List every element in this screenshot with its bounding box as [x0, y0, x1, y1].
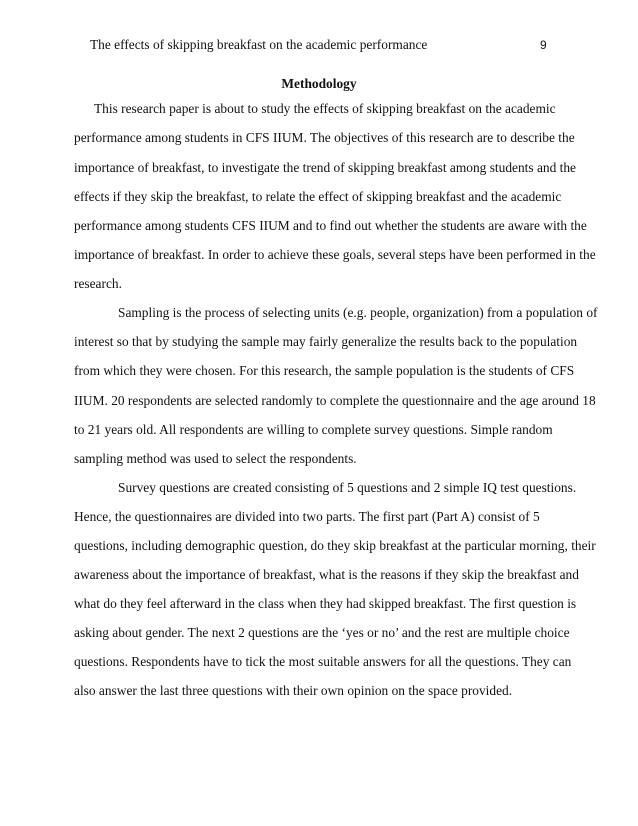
text-line: also answer the last three questions with their own opinion on the space provided. — [74, 683, 513, 698]
text-line: importance of breakfast, to investigate the trend of skipping breakfast among students and the — [74, 160, 577, 175]
text-line: performance among students CFS IIUM and to find out whether the students are aware with the — [74, 218, 587, 233]
text-line: sampling method was used to select the respondents. — [74, 451, 357, 466]
text-line: effects if they skip the breakfast, to relate the effect of skipping breakfast and the academic — [74, 189, 562, 204]
text-line: performance among students in CFS IIUM. The objectives of this research are to describe the — [74, 130, 575, 145]
text-line: IIUM. 20 respondents are selected randomly to complete the questionnaire and the age around 18 — [74, 393, 596, 408]
text-line: research. — [74, 276, 122, 291]
text-line: what do they feel afterward in the class when they had skipped breakfast. The first question is — [74, 596, 577, 611]
text-line: This research paper is about to study the effects of skipping breakfast on the academic — [94, 101, 556, 116]
text-line: Sampling is the process of selecting units (e.g. people, organization) from a population of — [118, 305, 598, 320]
text-line: awareness about the importance of breakfast, what is the reasons if they skip the breakfast and — [74, 567, 579, 582]
running-head: The effects of skipping breakfast on the academic performance — [90, 37, 428, 52]
text-line: questions, including demographic question, do they skip breakfast at the particular morning, their — [74, 538, 596, 553]
text-line: to 21 years old. All respondents are willing to complete survey questions. Simple random — [74, 422, 553, 437]
text-line: Survey questions are created consisting of 5 questions and 2 simple IQ test questions. — [118, 480, 577, 495]
text-line: from which they were chosen. For this research, the sample population is the students of CFS — [74, 363, 575, 378]
text-line: asking about gender. The next 2 questions are the ‘yes or no’ and the rest are multiple choice — [74, 625, 570, 640]
page-number: 9 — [540, 38, 547, 52]
text-line: importance of breakfast. In order to achieve these goals, several steps have been performed in the — [74, 247, 596, 262]
text-line: Hence, the questionnaires are divided into two parts. The first part (Part A) consist of 5 — [74, 509, 540, 524]
text-line: questions. Respondents have to tick the most suitable answers for all the questions. They can — [74, 654, 572, 669]
text-line: interest so that by studying the sample may fairly generalize the results back to the population — [74, 334, 578, 349]
section-heading: Methodology — [281, 76, 357, 91]
